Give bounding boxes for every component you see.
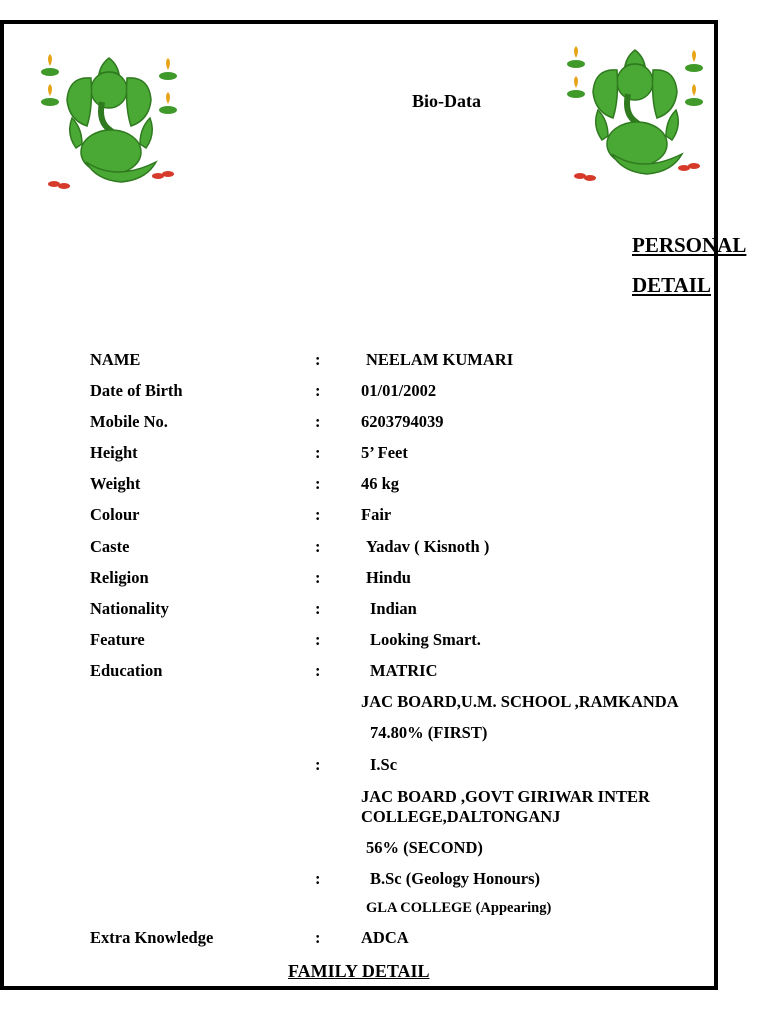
field-separator: : [315, 869, 321, 888]
field-separator: : [315, 537, 321, 556]
field-row-colour [0, 505, 768, 531]
field-row-weight [0, 474, 768, 500]
field-label: NAME [90, 350, 141, 369]
field-row-caste [0, 537, 768, 563]
field-label: Education [90, 661, 163, 680]
field-separator: : [315, 630, 321, 649]
field-value: 46 kg [361, 474, 400, 493]
field-value: 6203794039 [361, 412, 444, 431]
field-separator: : [315, 755, 321, 774]
field-row-education [0, 661, 768, 687]
education-line: 56% (SECOND) [366, 838, 483, 857]
education-row [0, 755, 768, 781]
field-separator: : [315, 599, 321, 618]
education-line: GLA COLLEGE (Appearing) [366, 900, 552, 916]
field-value: ADCA [361, 928, 409, 947]
field-value: NEELAM KUMARI [366, 350, 514, 369]
education-line: MATRIC [370, 661, 438, 680]
field-value: Yadav ( Kisnoth ) [366, 537, 490, 556]
field-label: Caste [90, 537, 130, 556]
field-row-height [0, 443, 768, 469]
field-label: Height [90, 443, 138, 462]
education-line: B.Sc (Geology Honours) [370, 869, 541, 888]
field-label: Feature [90, 630, 145, 649]
education-line: 74.80% (FIRST) [370, 723, 488, 742]
education-row [0, 692, 768, 718]
field-separator: : [315, 350, 321, 369]
personal-detail-heading: PERSONAL [632, 233, 747, 257]
document-title: Bio-Data [412, 91, 481, 111]
field-row-religion [0, 568, 768, 594]
field-separator: : [315, 661, 321, 680]
ganesha-right-icon [562, 44, 712, 194]
education-row [0, 787, 768, 831]
field-separator: : [315, 474, 321, 493]
field-label: Mobile No. [90, 412, 168, 431]
field-value: Hindu [366, 568, 411, 587]
field-separator: : [315, 505, 321, 524]
field-row-feature [0, 630, 768, 656]
field-value: 01/01/2002 [361, 381, 437, 400]
education-row [0, 723, 768, 749]
field-value: 5’ Feet [361, 443, 408, 462]
field-row-mobile [0, 412, 768, 438]
field-value: Fair [361, 505, 392, 524]
field-label: Colour [90, 505, 140, 524]
field-label: Date of Birth [90, 381, 183, 400]
field-row-dob [0, 381, 768, 407]
field-row-nationality [0, 599, 768, 625]
field-row-name [0, 350, 768, 376]
education-row [0, 900, 768, 926]
education-line: I.Sc [370, 755, 398, 774]
field-label: Religion [90, 568, 149, 587]
field-value: Indian [370, 599, 417, 618]
education-line: JAC BOARD,U.M. SCHOOL ,RAMKANDA [361, 692, 679, 711]
field-label: Extra Knowledge [90, 928, 214, 947]
education-line: JAC BOARD ,GOVT GIRIWAR INTER COLLEGE,DALTONGANJ [361, 787, 650, 826]
field-separator: : [315, 443, 321, 462]
field-separator: : [315, 928, 321, 947]
field-separator: : [315, 412, 321, 431]
family-detail-heading: FAMILY DETAIL [288, 961, 430, 981]
education-row [0, 838, 768, 864]
education-row [0, 869, 768, 895]
field-value: Looking Smart. [370, 630, 481, 649]
ganesha-left-icon [36, 52, 186, 202]
personal-detail-heading-line2: DETAIL [632, 273, 711, 297]
field-label: Nationality [90, 599, 169, 618]
field-row-extra-knowledge [0, 928, 768, 954]
field-separator: : [315, 568, 321, 587]
field-label: Weight [90, 474, 141, 493]
field-separator: : [315, 381, 321, 400]
